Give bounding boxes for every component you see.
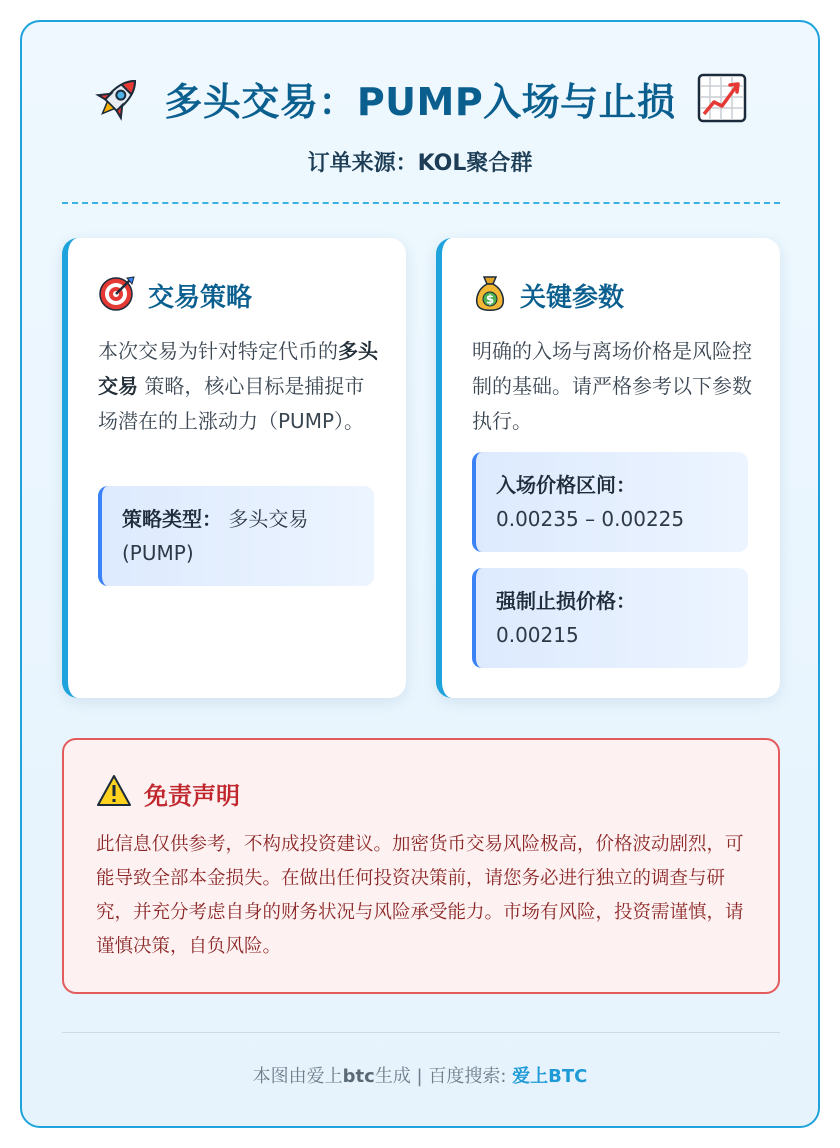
footer-divider xyxy=(62,1032,780,1033)
params-description: 明确的入场与离场价格是风险控制的基础。请严格参考以下参数执行。 xyxy=(472,339,752,433)
strategy-type-label: 策略类型： xyxy=(122,507,222,531)
chart-up-icon xyxy=(694,70,750,126)
strategy-text-bold: 多头交易 xyxy=(98,339,378,398)
strategy-type-value: 多头交易 (PUMP) xyxy=(122,507,309,565)
header-divider xyxy=(62,202,780,204)
footer-prefix: 本图由爱上 xyxy=(252,1066,343,1087)
strategy-text-before: 本次交易为针对特定代币的 xyxy=(98,339,338,363)
footer-btc: btc xyxy=(342,1066,375,1087)
strategy-type-box xyxy=(98,486,374,586)
strategy-panel-title: 交易策略 xyxy=(148,282,253,313)
entry-price-value: 0.00235 – 0.00225 xyxy=(496,507,685,531)
svg-text:$: $ xyxy=(485,292,495,307)
strategy-text-after: 策略，核心目标是捕捉市场潜在的上涨动力（PUMP）。 xyxy=(98,374,365,433)
strategy-panel xyxy=(62,238,406,698)
entry-price-label: 入场价格区间： xyxy=(496,473,636,497)
strategy-panel-header xyxy=(98,274,252,316)
entry-price-box xyxy=(472,452,748,552)
disclaimer-title: 免责声明 xyxy=(144,781,240,810)
params-panel-title: 关键参数 xyxy=(520,282,625,313)
stop-loss-box xyxy=(472,568,748,668)
stop-loss-label: 强制止损价格： xyxy=(496,589,636,613)
params-panel xyxy=(436,238,780,698)
disclaimer-header xyxy=(96,774,240,812)
footer xyxy=(22,1062,818,1088)
header xyxy=(22,70,818,126)
disclaimer-box xyxy=(62,738,780,994)
warning-icon xyxy=(96,774,132,812)
money-bag-icon xyxy=(472,274,508,316)
page-title: 多头交易：PUMP入场与止损 xyxy=(164,79,676,124)
params-panel-header xyxy=(472,274,624,316)
stop-loss-value: 0.00215 xyxy=(496,623,579,647)
strategy-description xyxy=(98,334,378,439)
footer-brand-link[interactable]: 爱上BTC xyxy=(512,1066,588,1087)
footer-middle: 生成 | 百度搜索: xyxy=(374,1066,513,1087)
poster-card xyxy=(20,20,820,1128)
disclaimer-text: 此信息仅供参考，不构成投资建议。加密货币交易风险极高，价格波动剧烈，可能导致全部本金损失。在做出任何投资决策前，请您务必进行独立的调查与研究，并充分考虑自身的财务状况与风险承受能力。市场有风险，投资需谨慎，请谨慎决策，自负风险。 xyxy=(96,834,744,957)
target-icon xyxy=(98,274,136,316)
order-source: 订单来源：KOL聚合群 xyxy=(307,151,533,176)
rocket-icon xyxy=(90,70,146,126)
